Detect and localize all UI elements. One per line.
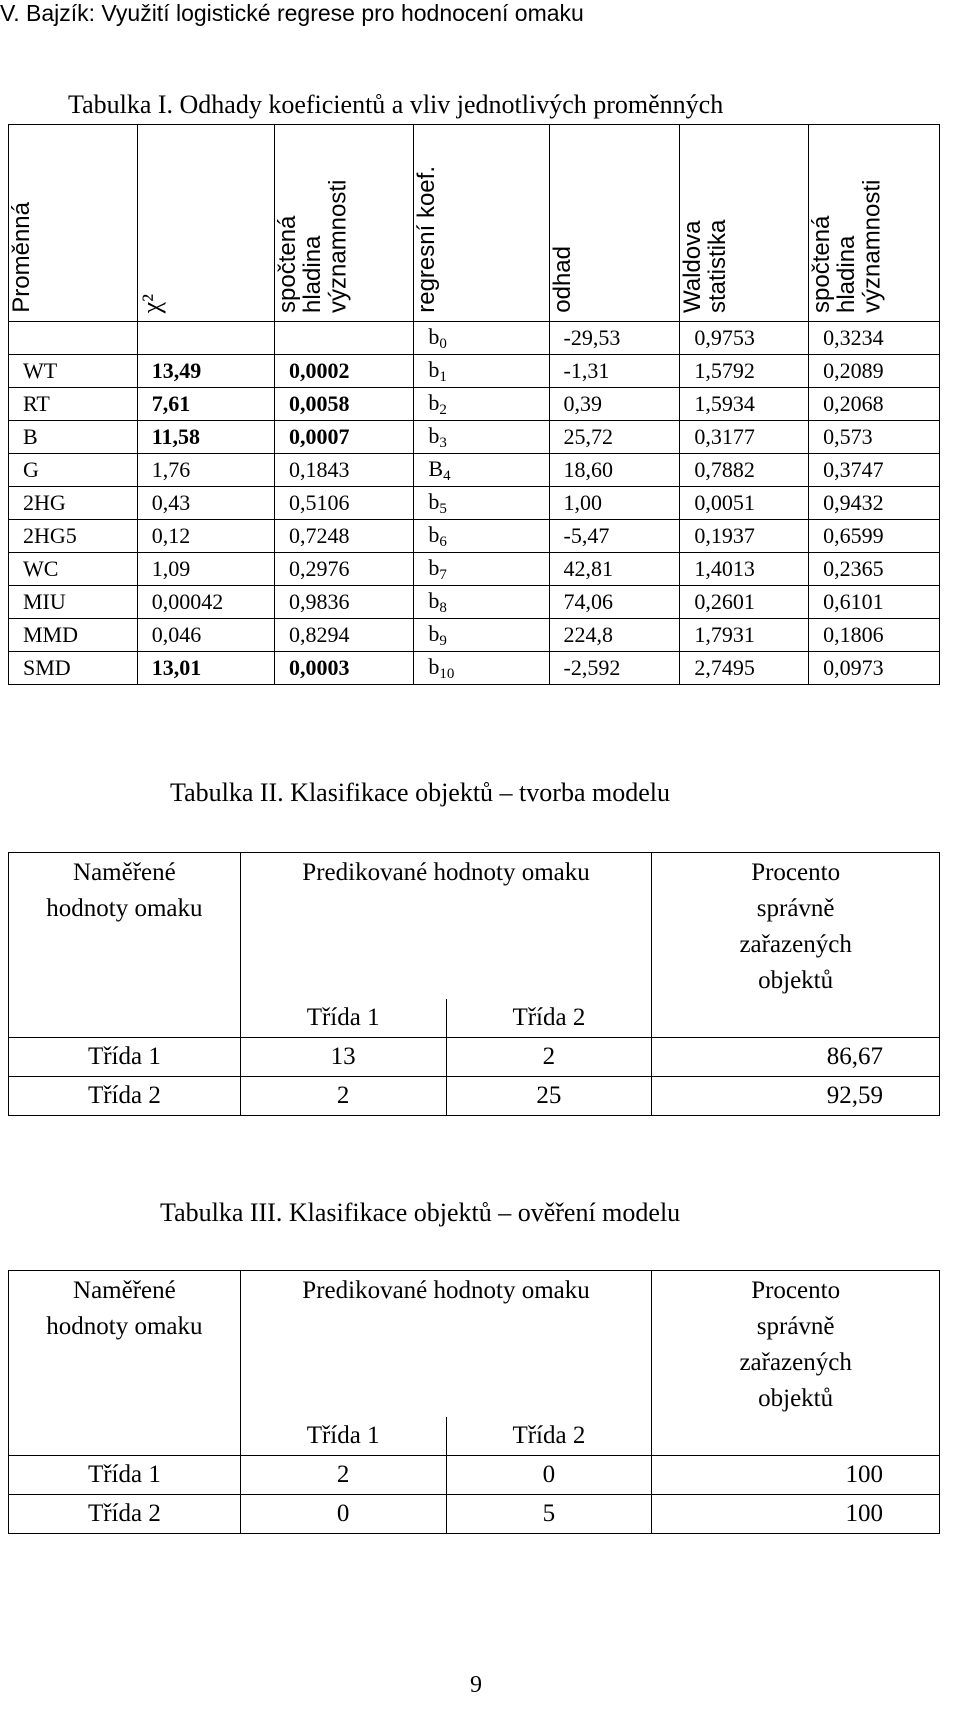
estimate-cell: 74,06 <box>549 586 680 619</box>
significance-cell: 0,8294 <box>274 619 413 652</box>
coef-cell: $b_6$ <box>414 520 549 553</box>
chi2-cell: 1,09 <box>137 553 274 586</box>
estimate-cell: -2,592 <box>549 652 680 685</box>
table1-header-row <box>9 125 940 322</box>
estimate-cell: -29,53 <box>549 322 680 355</box>
estimate-cell: -5,47 <box>549 520 680 553</box>
header-chi2: χ² <box>137 125 274 322</box>
significance-cell: 0,0007 <box>274 421 413 454</box>
table-row <box>9 1077 940 1116</box>
percent-header: Procento správně zařazených objektů <box>652 853 940 1000</box>
table3-header-row <box>9 1271 940 1418</box>
variable-cell: G <box>9 454 138 487</box>
header-significance-1: spočtená hladina významnosti <box>274 125 413 322</box>
significance-cell: 0,0003 <box>274 652 413 685</box>
class2-count: 25 <box>446 1077 652 1116</box>
table-row <box>9 322 940 355</box>
measured-header: Naměřené <box>73 1277 176 1304</box>
variable-cell <box>9 322 138 355</box>
significance-cell: 0,9836 <box>274 586 413 619</box>
coef-cell: $b_{10}$ <box>414 652 549 685</box>
class1-count: 2 <box>240 1077 446 1116</box>
significance2-cell: 0,9432 <box>809 487 940 520</box>
estimate-cell: 1,00 <box>549 487 680 520</box>
table-row <box>9 454 940 487</box>
estimate-cell: 224,8 <box>549 619 680 652</box>
running-header: V. Bajzík: Využití logistické regrese pro hodnocení omaku <box>0 0 584 26</box>
wald-cell: 0,3177 <box>680 421 809 454</box>
percent-header-blank <box>652 1417 940 1456</box>
significance2-cell: 0,573 <box>809 421 940 454</box>
predicted-header: Predikované hodnoty omaku <box>240 853 652 1000</box>
measured-header-line2: hodnoty omaku <box>46 895 203 922</box>
coef-cell: $b_5$ <box>414 487 549 520</box>
measured-header-line2: hodnoty omaku <box>46 1313 203 1340</box>
chi2-cell: 0,046 <box>137 619 274 652</box>
percent-header-blank <box>652 999 940 1038</box>
percent-correct: 92,59 <box>652 1077 940 1116</box>
variable-cell: SMD <box>9 652 138 685</box>
chi2-cell <box>137 322 274 355</box>
wald-cell: 0,0051 <box>680 487 809 520</box>
chi2-cell: 11,58 <box>137 421 274 454</box>
table-row <box>9 553 940 586</box>
table2-caption: Tabulka II. Klasifikace objektů – tvorba modelu <box>170 778 670 807</box>
chi2-cell: 0,43 <box>137 487 274 520</box>
classification-training-table <box>8 852 940 1116</box>
header-wald: Waldova statistika <box>680 125 809 322</box>
measured-header: Naměřené <box>73 859 176 886</box>
table3-caption: Tabulka III. Klasifikace objektů – ověření modelu <box>160 1198 681 1227</box>
table-row <box>9 619 940 652</box>
class1-count: 2 <box>240 1456 446 1495</box>
header-regression-coef: regresní koef. <box>414 125 549 322</box>
significance-cell: 0,0058 <box>274 388 413 421</box>
chi2-cell: 0,12 <box>137 520 274 553</box>
table-row <box>9 355 940 388</box>
header-significance-2: spočtená hladina významnosti <box>809 125 940 322</box>
variable-cell: B <box>9 421 138 454</box>
variable-cell: RT <box>9 388 138 421</box>
table-row <box>9 652 940 685</box>
significance2-cell: 0,6599 <box>809 520 940 553</box>
table-row <box>9 1038 940 1077</box>
significance2-cell: 0,2365 <box>809 553 940 586</box>
coef-cell: $b_7$ <box>414 553 549 586</box>
percent-correct: 100 <box>652 1456 940 1495</box>
table-row <box>9 1456 940 1495</box>
estimate-cell: 18,60 <box>549 454 680 487</box>
chi2-cell: 1,76 <box>137 454 274 487</box>
variable-cell: 2HG5 <box>9 520 138 553</box>
coef-cell: $b_0$ <box>414 322 549 355</box>
table-row <box>9 520 940 553</box>
significance-cell <box>274 322 413 355</box>
row-label: Třída 2 <box>9 1495 241 1534</box>
coef-cell: $b_1$ <box>414 355 549 388</box>
variable-cell: WC <box>9 553 138 586</box>
significance2-cell: 0,6101 <box>809 586 940 619</box>
classification-validation-table <box>8 1270 940 1534</box>
significance2-cell: 0,0973 <box>809 652 940 685</box>
percent-correct: 100 <box>652 1495 940 1534</box>
class2-header: Třída 2 <box>446 999 652 1038</box>
estimate-cell: 0,39 <box>549 388 680 421</box>
table2-header-row <box>9 853 940 1000</box>
coef-cell: $B_4$ <box>414 454 549 487</box>
significance2-cell: 0,2068 <box>809 388 940 421</box>
significance-cell: 0,1843 <box>274 454 413 487</box>
wald-cell: 0,7882 <box>680 454 809 487</box>
coef-cell: $b_2$ <box>414 388 549 421</box>
significance-cell: 0,7248 <box>274 520 413 553</box>
header-variable: Proměnná <box>9 125 138 322</box>
significance2-cell: 0,3234 <box>809 322 940 355</box>
wald-cell: 0,1937 <box>680 520 809 553</box>
significance-cell: 0,2976 <box>274 553 413 586</box>
significance-cell: 0,5106 <box>274 487 413 520</box>
chi2-cell: 13,49 <box>137 355 274 388</box>
table-row <box>9 421 940 454</box>
class1-header: Třída 1 <box>240 1417 446 1456</box>
wald-cell: 0,9753 <box>680 322 809 355</box>
variable-cell: MIU <box>9 586 138 619</box>
row-label: Třída 1 <box>9 1038 241 1077</box>
variable-cell: 2HG <box>9 487 138 520</box>
percent-correct: 86,67 <box>652 1038 940 1077</box>
percent-header: Procento správně zařazených objektů <box>652 1271 940 1418</box>
significance2-cell: 0,1806 <box>809 619 940 652</box>
wald-cell: 1,7931 <box>680 619 809 652</box>
coef-cell: $b_8$ <box>414 586 549 619</box>
wald-cell: 0,2601 <box>680 586 809 619</box>
chi2-cell: 0,00042 <box>137 586 274 619</box>
estimate-cell: 25,72 <box>549 421 680 454</box>
class1-count: 13 <box>240 1038 446 1077</box>
predicted-header: Predikované hodnoty omaku <box>240 1271 652 1418</box>
chi2-cell: 13,01 <box>137 652 274 685</box>
wald-cell: 2,7495 <box>680 652 809 685</box>
class2-count: 5 <box>446 1495 652 1534</box>
table-row <box>9 586 940 619</box>
table-row <box>9 1495 940 1534</box>
header-estimate: odhad <box>549 125 680 322</box>
table1-caption: Tabulka I. Odhady koeficientů a vliv jednotlivých proměnných <box>68 90 724 119</box>
wald-cell: 1,4013 <box>680 553 809 586</box>
row-label: Třída 1 <box>9 1456 241 1495</box>
estimate-cell: -1,31 <box>549 355 680 388</box>
variable-cell: MMD <box>9 619 138 652</box>
class2-header: Třída 2 <box>446 1417 652 1456</box>
significance2-cell: 0,3747 <box>809 454 940 487</box>
coefficients-table <box>8 124 940 685</box>
page-number: 9 <box>470 1672 482 1698</box>
class2-count: 0 <box>446 1456 652 1495</box>
class1-header: Třída 1 <box>240 999 446 1038</box>
row-label: Třída 2 <box>9 1077 241 1116</box>
coef-cell: $b_3$ <box>414 421 549 454</box>
significance2-cell: 0,2089 <box>809 355 940 388</box>
class1-count: 0 <box>240 1495 446 1534</box>
coef-cell: $b_9$ <box>414 619 549 652</box>
table-row <box>9 487 940 520</box>
wald-cell: 1,5792 <box>680 355 809 388</box>
wald-cell: 1,5934 <box>680 388 809 421</box>
significance-cell: 0,0002 <box>274 355 413 388</box>
chi2-cell: 7,61 <box>137 388 274 421</box>
class2-count: 2 <box>446 1038 652 1077</box>
estimate-cell: 42,81 <box>549 553 680 586</box>
table-row <box>9 388 940 421</box>
variable-cell: WT <box>9 355 138 388</box>
